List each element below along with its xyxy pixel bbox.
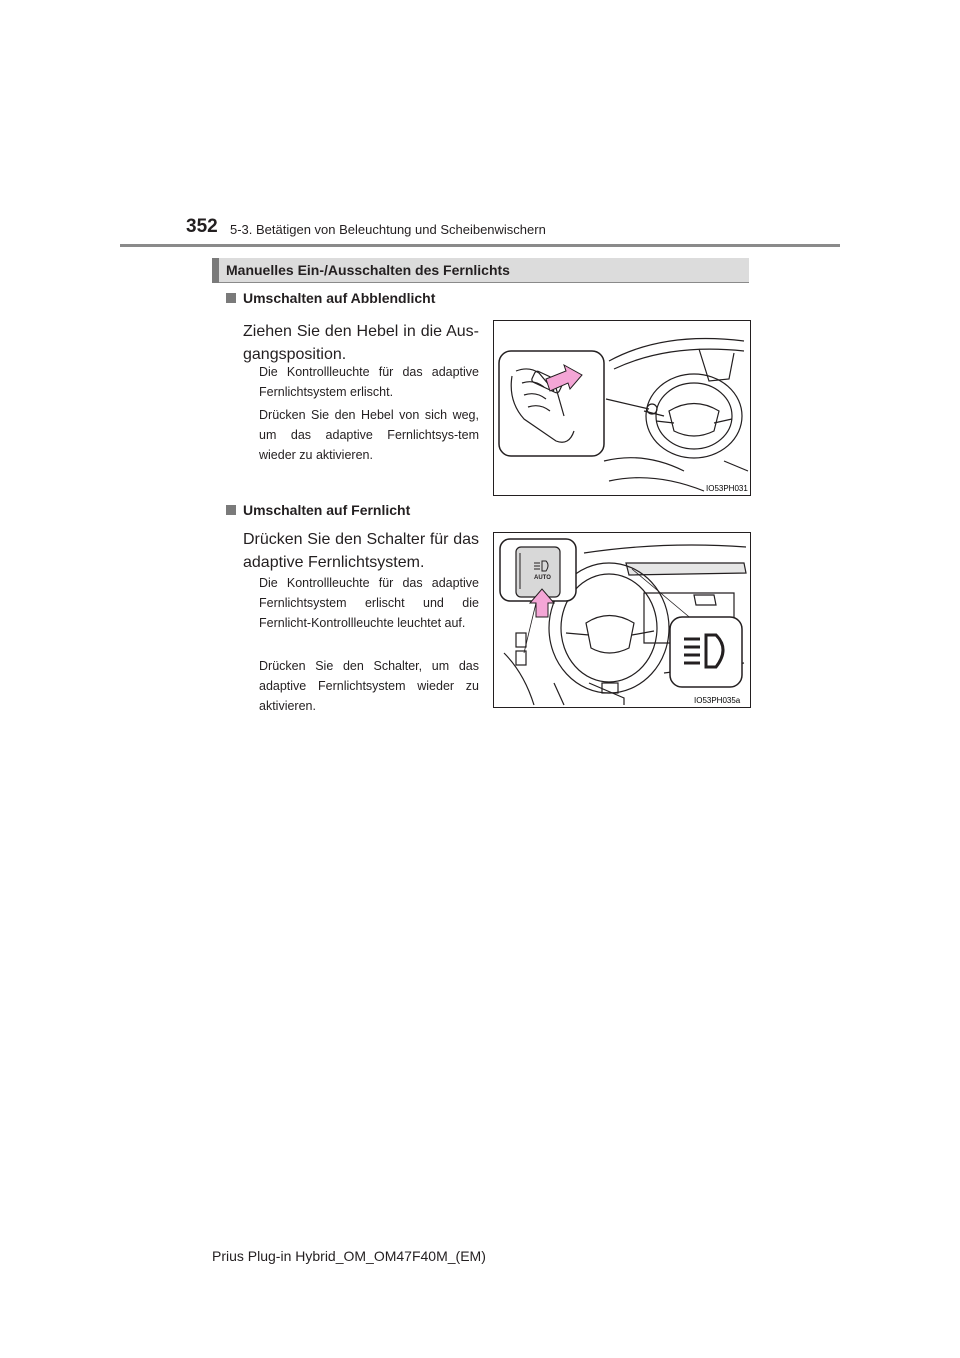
section-title: Manuelles Ein-/Ausschalten des Fernlichts	[226, 262, 510, 278]
subheading-low-beam-text: Umschalten auf Abblendlicht	[243, 290, 436, 306]
section-title-accent	[212, 258, 219, 283]
switch-illustration	[494, 533, 750, 707]
footer-document-id: Prius Plug-in Hybrid_OM_OM47F40M_(EM)	[212, 1248, 486, 1264]
auto-switch-label: AUTO	[534, 575, 551, 581]
page-number: 352	[186, 216, 218, 237]
note-low-beam-2: Drücken Sie den Hebel von sich weg, um das adaptive Fernlichtsys-tem wieder zu aktivieren.	[259, 408, 479, 462]
figure-switch-illustration	[493, 532, 751, 708]
lever-illustration	[494, 321, 750, 495]
note-high-beam-1: Die Kontrollleuchte für das adaptive Fernlichtsystem erlischt und die Fernlicht-Kontrollleuchte leuchtet auf.	[259, 576, 479, 630]
figure-label-2: IO53PH035a	[694, 696, 741, 705]
figure-label-1: IO53PH031	[706, 484, 748, 493]
square-bullet-icon	[226, 293, 236, 303]
subheading-high-beam	[226, 502, 410, 518]
running-header: 5-3. Betätigen von Beleuchtung und Scheibenwischern	[230, 222, 546, 237]
note-high-beam-2: Drücken Sie den Schalter, um das adaptive Fernlichtsystem wieder zu aktivieren.	[259, 659, 479, 713]
subheading-low-beam	[226, 290, 435, 306]
subheading-high-beam-text: Umschalten auf Fernlicht	[243, 502, 411, 518]
instruction-low-beam: Ziehen Sie den Hebel in die Aus-gangsposition.	[243, 323, 479, 363]
note-low-beam-1: Die Kontrollleuchte für das adaptive Fernlichtsystem erlischt.	[259, 365, 479, 399]
instruction-high-beam: Drücken Sie den Schalter für das adaptive Fernlichtsystem.	[243, 531, 479, 571]
figure-lever-illustration	[493, 320, 751, 496]
square-bullet-icon	[226, 505, 236, 515]
header-rule	[120, 244, 840, 247]
